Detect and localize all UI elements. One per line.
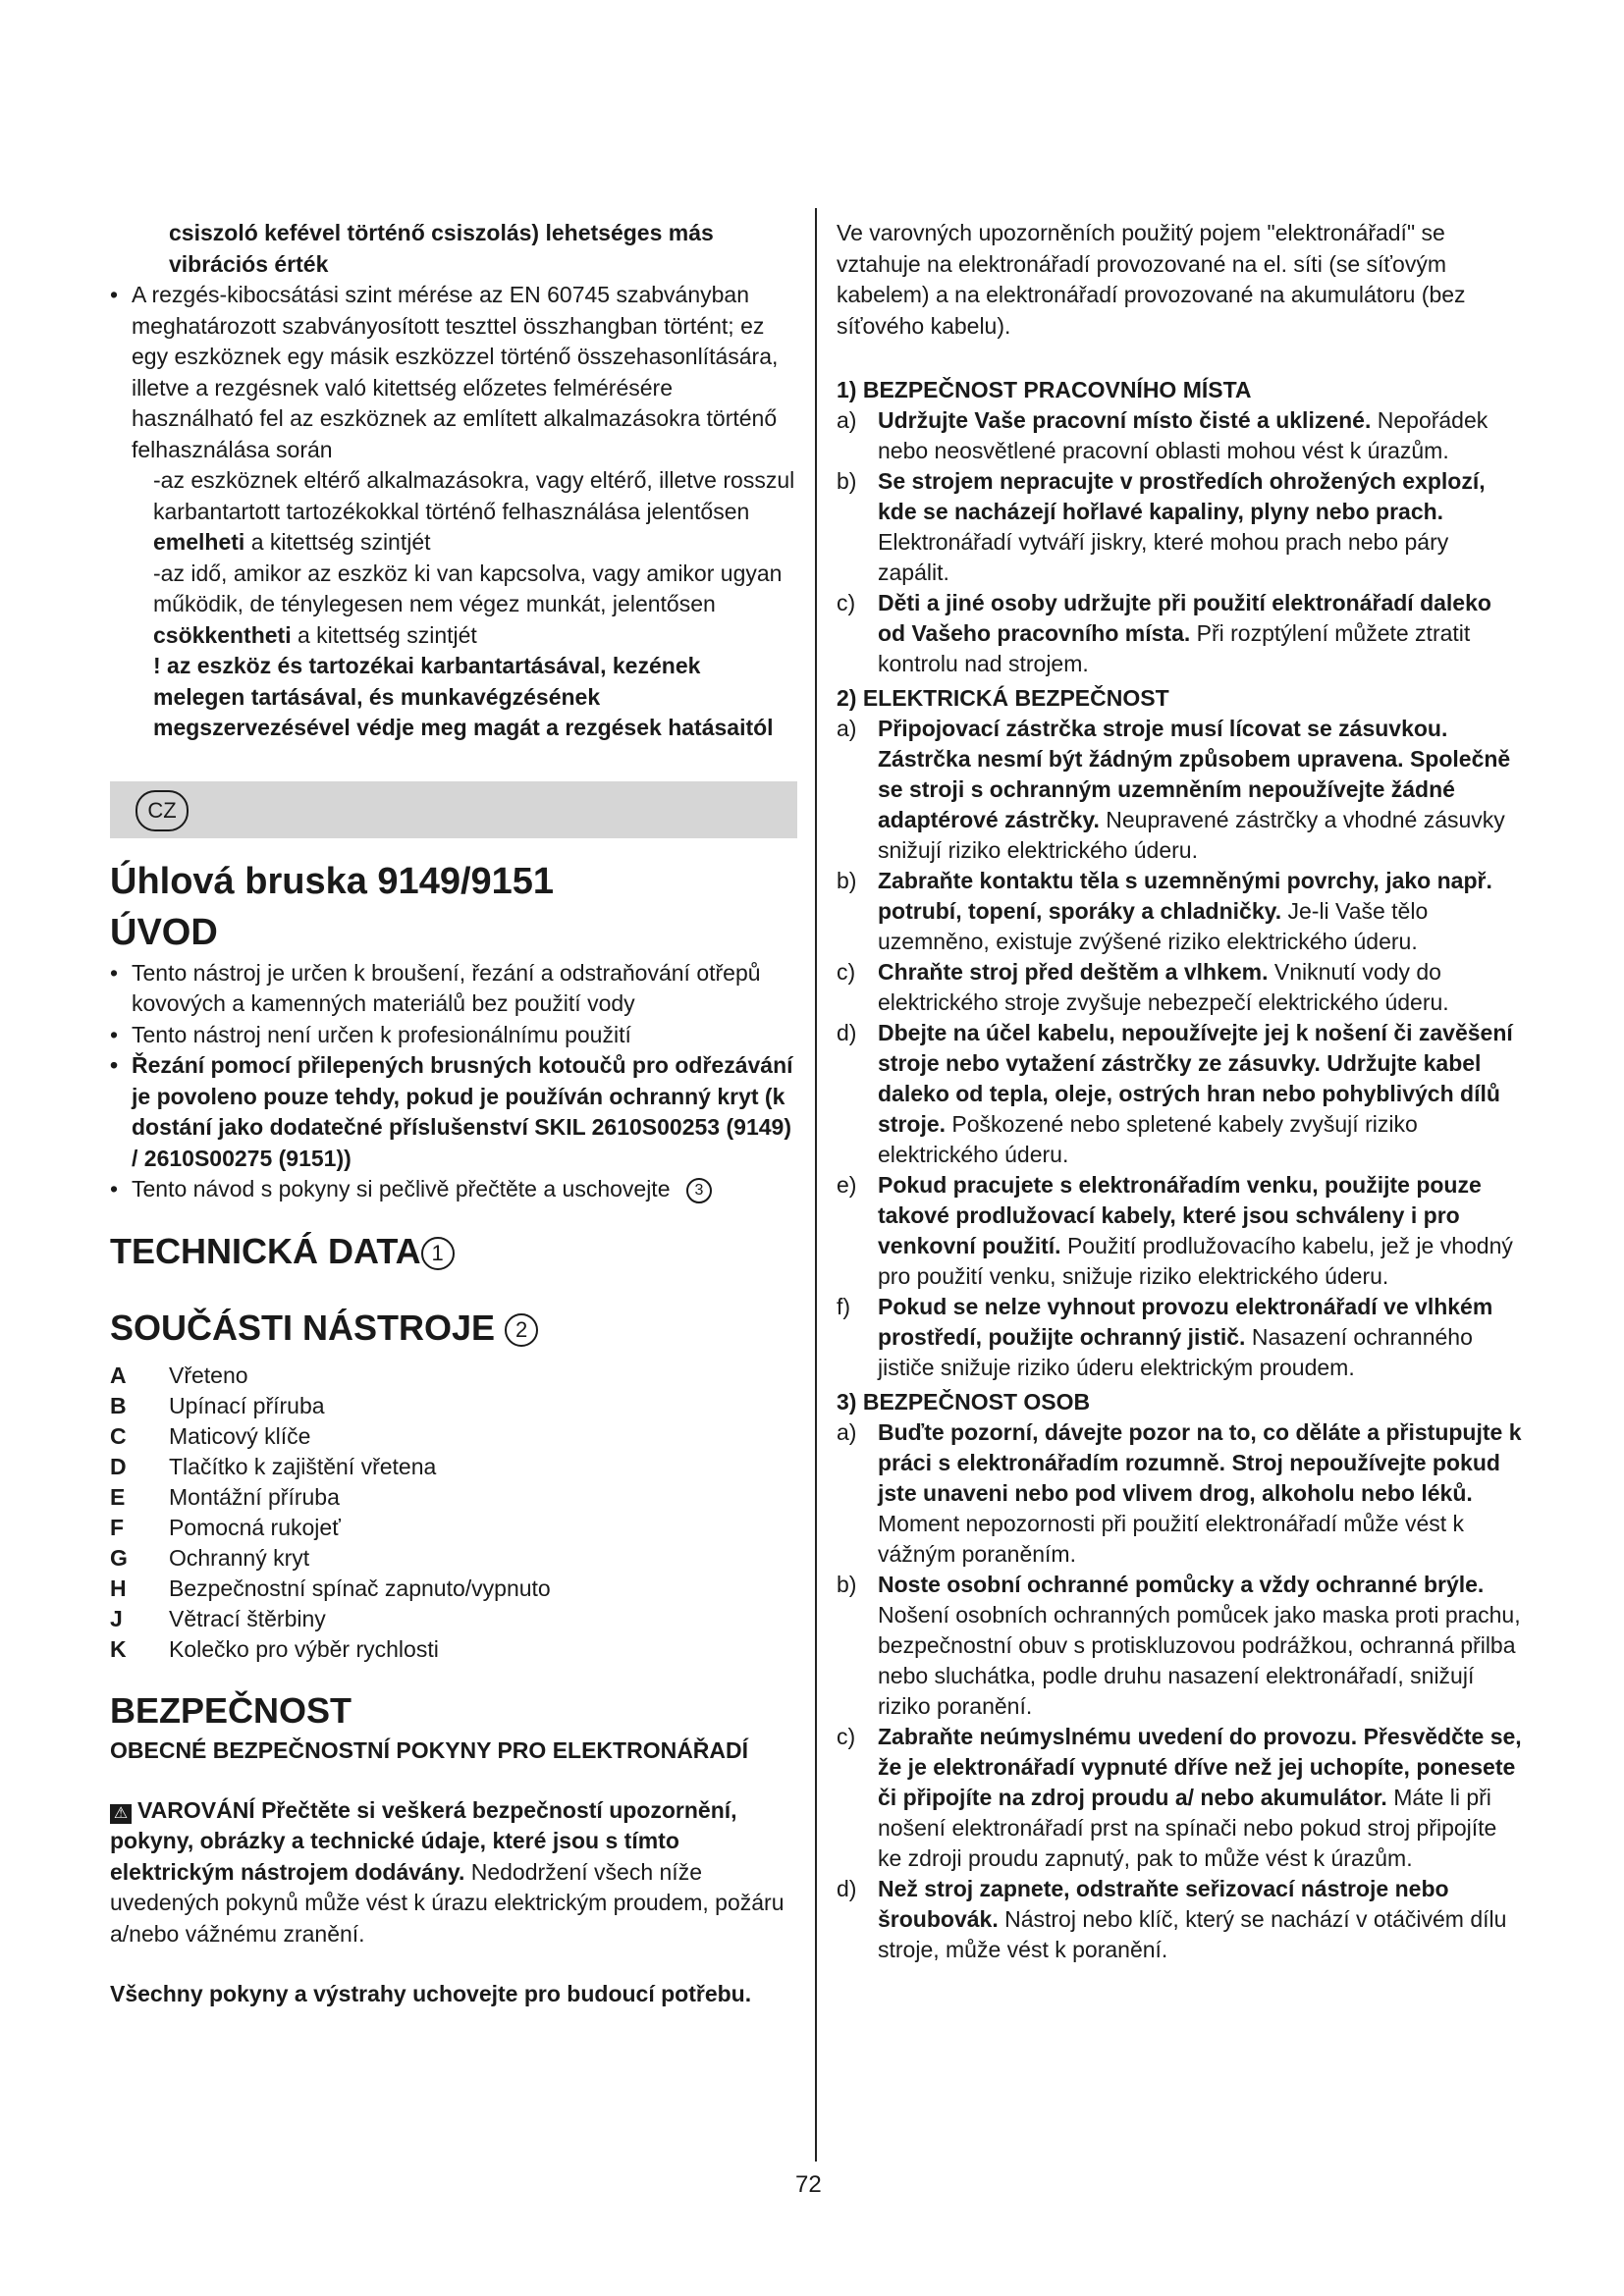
item-lead: Zabraňte neúmyslnému uvedení do provozu. Přesvědčte se, že je elektronářadí vypnuté dříve než jej uchopíte, ponesete či připojíte na zdroj proudu a/ nebo akumulátor. [878,1724,1522,1810]
item-text: Elektronářadí vytváří jiskry, které mohou prach nebo páry zapálit. [878,529,1449,585]
uvod-item-4 [110,1174,797,1205]
uvod-item-2-text: Tento nástroj není určen k profesionálnímu použití [132,1021,631,1047]
uvod-item-2 [110,1020,797,1051]
warning-bold: VAROVÁNÍ Přečtěte si veškerá bezpečností upozornění, pokyny, obrázky a technické údaje, které jsou s tímto elektrickým nástrojem dodávány. [110,1796,737,1885]
product-title: Úhlová bruska 9149/9151 [110,860,555,902]
part-key: A [110,1362,127,1388]
item-lead: Pokud pracujete s elektronářadím venku, použijte pouze takové prodlužovací kabely, které jsou schváleny i pro venkovní použití. [878,1172,1482,1258]
item-lead: Pokud se nelze vyhnout provozu elektronářadí ve vlhkém prostředí, použijte ochranný jistič. [878,1294,1493,1350]
item-label: b) [837,468,857,494]
item-label: e) [837,1172,857,1198]
warning-triangle-icon: ⚠ [110,1804,132,1824]
section-title: 3) BEZPEČNOST OSOB [837,1389,1091,1415]
section-item [837,866,1524,957]
sub-item-1 [110,465,797,559]
part-key: H [110,1575,127,1601]
part-row [110,1513,797,1543]
section-title: 1) BEZPEČNOST PRACOVNÍHO MÍSTA [837,377,1252,402]
item-text: Nástroj nebo klíč, který se nachází v otáčivém dílu stroje, může vést k poranění. [878,1906,1507,1962]
figure-ref-3: 3 [686,1178,712,1203]
item-text: Nepořádek nebo neosvětlené pracovní oblasti mohou vést k úrazům. [878,407,1489,463]
section-item [837,1874,1524,1965]
section-item [837,1417,1524,1570]
part-row [110,1543,797,1574]
uvod-title: ÚVOD [110,911,218,953]
part-key: K [110,1635,127,1662]
warning-text: Nedodržení všech níže uvedených pokynů může vést k úrazu elektrickým proudem, požáru a/nebo vážnému zranění. [110,1858,785,1947]
item-lead: Dbejte na účel kabelu, nepoužívejte jej k nošení či zavěšení stroje nebo vytažení zástrčky ze zásuvky. Udržujte kabel daleko od tepla, oleje, ostrých hran nebo pohyblivých dílů stroje. [878,1020,1513,1137]
vibration-warning: ! az eszköz és tartozékai karbantartásával, kezének melegen tartásával, és munkavégzésének megszervezésével védje meg magát a rezgések hatásaitól [153,653,774,740]
part-label: Větrací štěrbiny [169,1605,326,1631]
bullet-measurement [110,280,797,465]
part-row [110,1391,797,1421]
item-lead: Udržujte Vaše pracovní místo čisté a uklizené. [878,407,1372,433]
uvod-item-4-text: Tento návod s pokyny si pečlivě přečtěte a uschovejte [132,1176,671,1201]
sub2-bold: csökkentheti [153,621,292,648]
uvod-item-3-text: Řezání pomocí přilepených brusných kotoučů pro odřezávání je povoleno pouze tehdy, pokud je používán ochranný kryt (k dostání jako dodatečné příslušenství SKIL 2610S00253 (9149) / 2610S00275 (9151)) [132,1052,793,1171]
figure-ref-1: 1 [421,1237,455,1270]
item-lead: Zabraňte kontaktu těla s uzemněnými povrchy, jako např. potrubí, topení, sporáky a chladničky. [878,868,1492,924]
part-label: Upínací příruba [169,1392,325,1418]
part-label: Ochranný kryt [169,1544,310,1571]
sub2-text-a: -az idő, amikor az eszköz ki van kapcsolva, vagy amikor ugyan működik, de ténylegesen nem végez munkát, jelentősen [153,560,783,616]
item-text: Je-li Vaše tělo uzemněno, existuje zvýšené riziko elektrického úderu. [878,898,1429,954]
left-column [110,218,797,2010]
parts-title-text: SOUČÁSTI NÁSTROJE [110,1307,496,1348]
item-lead: Připojovací zástrčka stroje musí lícovat se zásuvkou. Zástrčka nesmí být žádným způsobem upravena. Společně se stroji s ochranným uzemněním nepoužívejte žádné adaptérové zástrčky. [878,716,1511,832]
item-text: Máte li při nošení elektronářadí prst na spínači nebo pokud stroj připojíte ke zdroji proudu zapnutý, pak to může vést k úrazům. [878,1785,1497,1871]
item-label: a) [837,407,857,433]
part-label: Pomocná rukojeť [169,1514,341,1540]
item-label: c) [837,959,856,985]
safety-sections [837,375,1524,1965]
sub2-text-b: a kitettség szintjét [298,621,477,648]
column-divider [815,208,817,2162]
uvod-item-1 [110,958,797,1020]
right-column [837,218,1524,1965]
section-item [837,466,1524,588]
safety-title: BEZPEČNOST [110,1689,352,1731]
item-label: f) [837,1294,851,1319]
part-row [110,1634,797,1665]
part-key: B [110,1392,127,1418]
item-text: Vniknutí vody do elektrického stroje zvyšuje nebezpečí elektrického úderu. [878,959,1449,1015]
item-label: b) [837,868,857,893]
intro-bold: csiszoló kefével történő csiszolás) lehetséges más vibrációs érték [169,220,714,277]
item-lead: Chraňte stroj před deštěm a vlhkem. [878,959,1269,985]
item-text: Moment nepozornosti při použití elektronářadí může vést k vážným poraněním. [878,1511,1465,1567]
part-key: C [110,1422,127,1449]
item-lead: Buďte pozorní, dávejte pozor na to, co děláte a přistupujte k práci s elektronářadím rozumně. Stroj nepoužívejte pokud jste unaveni nebo pod vlivem drog, alkoholu nebo léků. [878,1419,1522,1506]
part-label: Maticový klíče [169,1422,311,1449]
uvod-item-3 [110,1050,797,1174]
item-text: Neupravené zástrčky a vhodné zásuvky snižují riziko elektrického úderu. [878,807,1505,863]
item-text: Nošení osobních ochranných pomůcek jako maska proti prachu, bezpečnostní obuv s protiskluzovou podrážkou, ochranná přilba nebo sluchátka, podle druhu nasazení elektronářadí, snižují riziko poranění. [878,1602,1521,1719]
section-item [837,1722,1524,1874]
part-label: Kolečko pro výběr rychlosti [169,1635,439,1662]
parts-list [110,1361,797,1665]
part-row [110,1604,797,1634]
item-label: c) [837,1724,856,1749]
part-row [110,1361,797,1391]
section-item [837,714,1524,866]
item-text: Poškozené nebo spletené kabely zvyšují riziko elektrického úderu. [878,1111,1418,1167]
warning-block [110,1795,797,1950]
part-key: D [110,1453,127,1479]
section-item [837,588,1524,679]
tech-data-title [110,1227,797,1276]
item-lead: Noste osobní ochranné pomůcky a vždy ochranné brýle. [878,1572,1485,1597]
bullet-measurement-text: A rezgés-kibocsátási szint mérése az EN 60745 szabványban meghatározott szabványosított teszttel összhangban történt; ez egy eszköznek egy másik eszközzel történő összehasonlítására, illetve a rezgésnek való kitettség előzetes felmérésére használható fel az eszköznek az említett alkalmazásokra történő felhasználása során [132,282,779,462]
page-number: 72 [795,2171,822,2198]
sub1-bold: emelheti [153,529,245,555]
part-row [110,1452,797,1482]
section-item [837,1292,1524,1383]
item-lead: Děti a jiné osoby udržujte při použití elektronářadí daleko od Vašeho pracovního místa. [878,590,1491,646]
item-lead: Se strojem nepracujte v prostředích ohrožených explozí, kde se nacházejí hořlavé kapaliny, plyny nebo prach. [878,468,1486,524]
section-item [837,1018,1524,1170]
keep-instructions: Všechny pokyny a výstrahy uchovejte pro budoucí potřebu. [110,1981,752,2006]
item-text: Použití prodlužovacího kabelu, jež je vhodný pro použití venku, snižuje riziko elektrického úderu. [878,1233,1513,1289]
part-key: J [110,1605,123,1631]
item-text: Nasazení ochranného jističe snižuje riziko úderu elektrickým proudem. [878,1324,1473,1380]
figure-ref-2: 2 [505,1313,538,1347]
part-label: Tlačítko k zajištění vřetena [169,1453,437,1479]
parts-title [110,1304,797,1353]
section-title: 2) ELEKTRICKÁ BEZPEČNOST [837,685,1169,711]
language-badge: CZ [135,790,189,831]
item-label: c) [837,590,856,615]
item-lead: Než stroj zapnete, odstraňte seřizovací nástroje nebo šroubovák. [878,1876,1449,1932]
part-row [110,1482,797,1513]
part-label: Vřeteno [169,1362,248,1388]
safety-subtitle: OBECNÉ BEZPEČNOSTNÍ POKYNY PRO ELEKTRONÁŘADÍ [110,1736,749,1763]
part-row [110,1574,797,1604]
language-band [110,781,797,838]
item-label: b) [837,1572,857,1597]
item-label: a) [837,1419,857,1445]
part-key: E [110,1483,126,1510]
part-key: F [110,1514,125,1540]
item-label: d) [837,1020,857,1045]
sub-item-2 [110,559,797,652]
section-item [837,957,1524,1018]
sub1-text-a: -az eszköznek eltérő alkalmazásokra, vagy eltérő, illetve rosszul karbantartott tartozékokkal történő felhasználása jelentősen [153,467,795,524]
part-label: Bezpečnostní spínač zapnuto/vypnuto [169,1575,551,1601]
item-label: a) [837,716,857,741]
item-text: Při rozptýlení můžete ztratit kontrolu nad strojem. [878,620,1471,676]
uvod-item-1-text: Tento nástroj je určen k broušení, řezání a odstraňování otřepů kovových a kamenných materiálů bez použití vody [132,959,761,1016]
sub1-text-b: a kitettség szintjét [250,529,431,555]
right-intro: Ve varovných upozorněních použitý pojem "elektronářadí" se vztahuje na elektronářadí provozované na el. síti (se síťovým kabelem) a na elektronářadí provozované na akumulátoru (bez síťového kabelu). [837,220,1466,339]
section-item [837,1570,1524,1722]
part-row [110,1421,797,1452]
part-label: Montážní příruba [169,1483,340,1510]
section-item [837,405,1524,466]
section-item [837,1170,1524,1292]
part-key: G [110,1544,128,1571]
item-label: d) [837,1876,857,1901]
tech-data-title-text: TECHNICKÁ DATA [110,1230,421,1271]
